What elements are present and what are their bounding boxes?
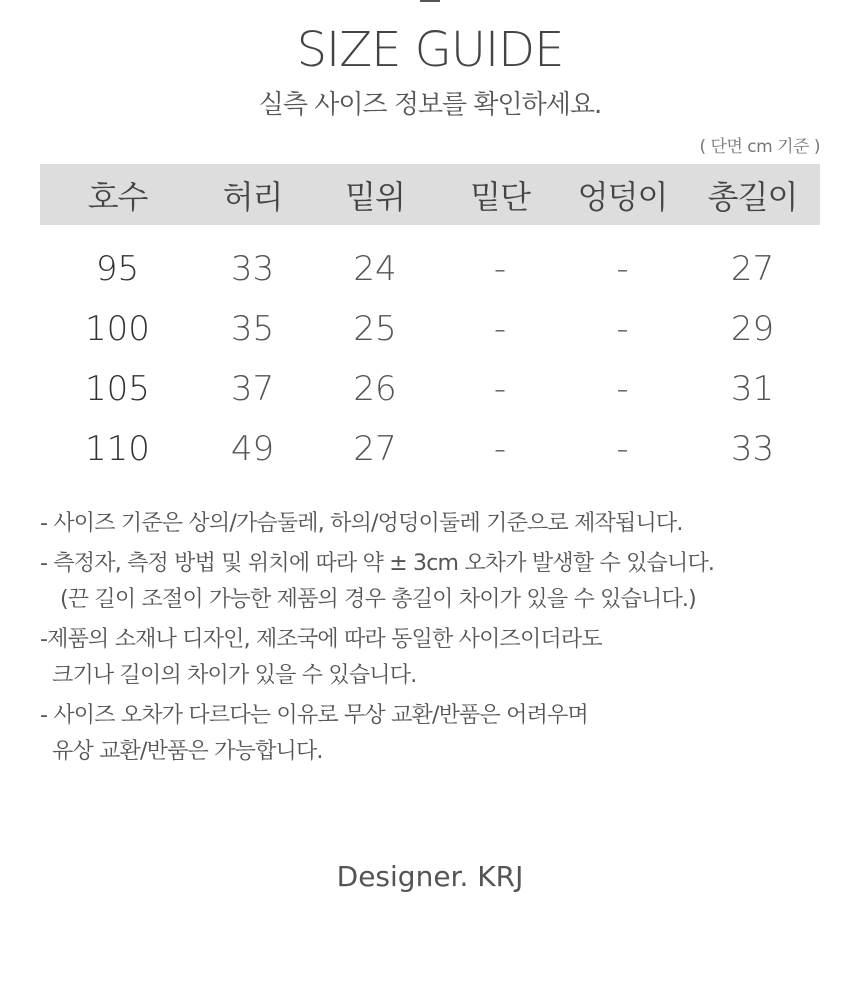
column-header: 밑단: [470, 177, 530, 216]
note-line: - 사이즈 오차가 다르다는 이유로 무상 교환/반품은 어려우며: [40, 703, 588, 728]
column-header: 엉덩이: [577, 177, 668, 216]
table-cell: -: [616, 309, 629, 349]
table-row: [40, 359, 820, 419]
table-cell-size: 105: [85, 369, 150, 409]
top-divider-mark: [420, 0, 440, 2]
size-notes: [40, 506, 830, 770]
table-cell: 33: [730, 429, 775, 469]
designer-credit: Designer. KRJ: [336, 860, 524, 893]
table-row: [40, 419, 820, 479]
table-cell: 35: [230, 309, 275, 349]
table-cell-size: 95: [95, 249, 140, 289]
table-cell: 27: [730, 249, 775, 289]
note-line: 유상 교환/반품은 가능합니다.: [52, 739, 323, 764]
table-row: [40, 299, 820, 359]
table-cell: -: [616, 249, 629, 289]
column-header: 허리: [222, 177, 283, 216]
note-line: - 측정자, 측정 방법 및 위치에 따라 약 ± 3cm 오차가 발생할 수 있습니다.: [40, 551, 715, 576]
table-cell: 31: [730, 369, 775, 409]
table-cell: -: [493, 429, 507, 469]
table-cell: 37: [230, 369, 275, 409]
table-header-row: [40, 164, 820, 225]
table-cell: 27: [353, 429, 397, 469]
table-cell: 33: [230, 249, 275, 289]
table-cell: -: [493, 249, 507, 289]
table-cell: 25: [353, 309, 397, 349]
note-line: (끈 길이 조절이 가능한 제품의 경우 총길이 차이가 있을 수 있습니다.): [60, 587, 696, 612]
note-line: 크기나 길이의 차이가 있을 수 있습니다.: [52, 663, 417, 688]
table-cell: -: [493, 369, 507, 409]
table-row: [40, 225, 820, 299]
table-cell-size: 100: [85, 309, 150, 349]
column-header: 총길이: [707, 177, 798, 216]
page-title: SIZE GUIDE: [296, 22, 564, 78]
note-line: - 사이즈 기준은 상의/가슴둘레, 하의/엉덩이둘레 기준으로 제작됩니다.: [40, 511, 683, 536]
table-cell: -: [616, 429, 629, 469]
table-cell: -: [616, 369, 629, 409]
table-cell: 26: [353, 369, 397, 409]
unit-note: ( 단면 cm 기준 ): [699, 137, 820, 157]
column-header: 호수: [87, 177, 148, 216]
table-cell: 49: [230, 429, 275, 469]
note-line: -제품의 소재나 디자인, 제조국에 따라 동일한 사이즈이더라도: [40, 627, 602, 652]
column-header: 밑위: [345, 177, 405, 216]
table-cell: 29: [730, 309, 775, 349]
table-cell: -: [493, 309, 507, 349]
page-subtitle: 실측 사이즈 정보를 확인하세요.: [258, 90, 602, 120]
size-table: [40, 164, 820, 479]
table-cell-size: 110: [85, 429, 150, 469]
table-cell: 24: [353, 249, 397, 289]
